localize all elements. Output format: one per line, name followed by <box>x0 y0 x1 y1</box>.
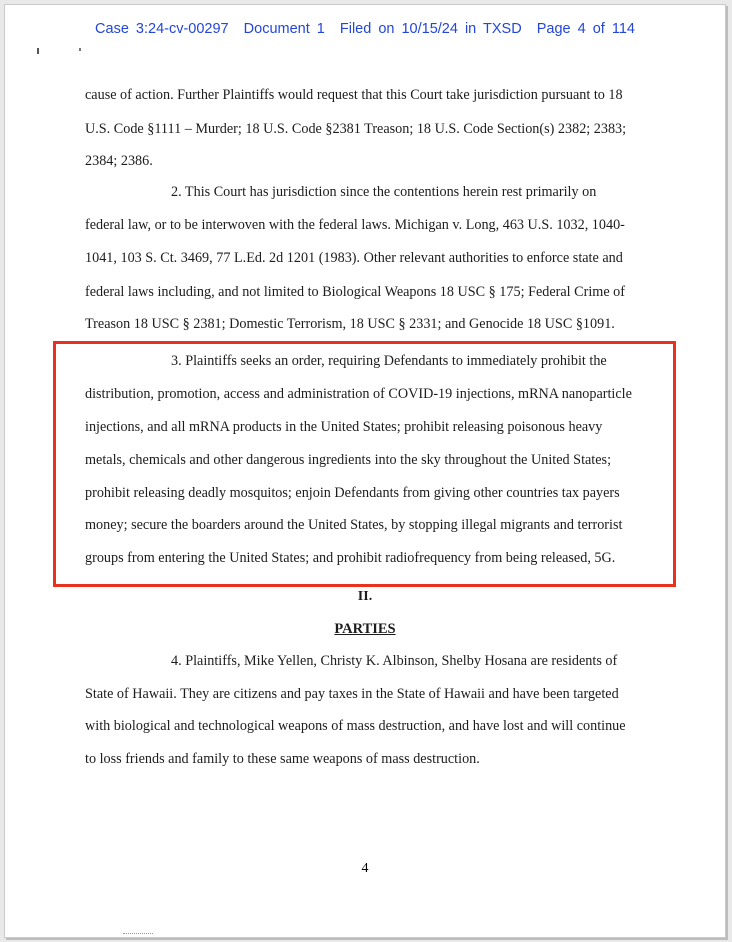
scan-mark <box>37 48 39 54</box>
body-line: with biological and technological weapons of mass destruction, and have lost and will continue <box>85 718 626 734</box>
body-line: prohibit releasing deadly mosquitos; enjoin Defendants from giving other countries tax payers <box>85 485 620 501</box>
body-line: distribution, promotion, access and administration of COVID-19 injections, mRNA nanoparticle <box>85 386 632 402</box>
body-line: U.S. Code §1111 – Murder; 18 U.S. Code §2381 Treason; 18 U.S. Code Section(s) 2382; 2383; <box>85 121 627 137</box>
case-number: Case 3:24-cv-00297 <box>95 21 229 37</box>
body-line: money; secure the boarders around the United States, by stopping illegal migrants and terrorist <box>85 517 623 533</box>
document-number: Document 1 <box>243 21 325 37</box>
section-heading: PARTIES <box>334 621 396 637</box>
paragraph-4-start: 4. Plaintiffs, Mike Yellen, Christy K. Albinson, Shelby Hosana are residents of <box>171 653 618 669</box>
filed-date: Filed on 10/15/24 in TXSD <box>339 21 522 37</box>
paragraph-2-start: 2. This Court has jurisdiction since the contentions herein rest primarily on <box>171 184 597 200</box>
page-count: Page 4 of 114 <box>536 21 635 37</box>
body-line: State of Hawaii. They are citizens and pay taxes in the State of Hawaii and have been targeted <box>85 686 619 702</box>
paragraph-3-start: 3. Plaintiffs seeks an order, requiring Defendants to immediately prohibit the <box>171 353 607 369</box>
body-line: to loss friends and family to these same weapons of mass destruction. <box>85 751 480 767</box>
highlight-annotation-box <box>53 341 676 587</box>
page-number: 4 <box>361 861 369 876</box>
body-line: metals, chemicals and other dangerous ingredients into the sky throughout the United States; <box>85 452 612 468</box>
body-line: federal law, or to be interwoven with the federal laws. Michigan v. Long, 463 U.S. 1032, 1040- <box>85 217 625 233</box>
document-page <box>4 4 726 938</box>
body-line: injections, and all mRNA products in the United States; prohibit releasing poisonous heavy <box>85 419 603 435</box>
body-line: federal laws including, and not limited to Biological Weapons 18 USC § 175; Federal Crime of <box>85 284 625 300</box>
scan-mark <box>123 933 153 936</box>
scan-mark <box>79 48 81 51</box>
body-line: 1041, 103 S. Ct. 3469, 77 L.Ed. 2d 1201 (1983). Other relevant authorities to enforce state and <box>85 250 623 266</box>
section-number: II. <box>357 589 373 604</box>
body-line: groups from entering the United States; and prohibit radiofrequency from being released, 5G. <box>85 550 616 566</box>
body-line: Treason 18 USC § 2381; Domestic Terrorism, 18 USC § 2331; and Genocide 18 USC §1091. <box>85 316 615 332</box>
body-line: cause of action. Further Plaintiffs would request that this Court take jurisdiction pursuant to 18 <box>85 87 623 103</box>
body-line: 2384; 2386. <box>85 153 153 169</box>
filing-header <box>5 21 725 37</box>
